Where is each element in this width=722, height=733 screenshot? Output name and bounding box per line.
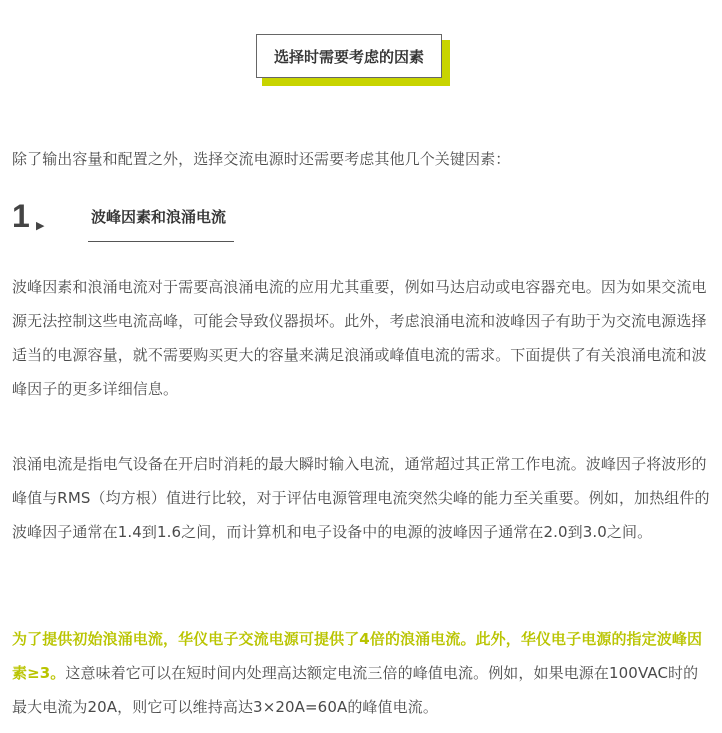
paragraph-inrush-definition: 浪涌电流是指电气设备在开启时消耗的最大瞬时输入电流，通常超过其正常工作电流。波峰因子将波形的峰值与RMS（均方根）值进行比较，对于评估电源管理电流突然尖峰的能力至关重要。例如，加热组件的波峰因子通常在1.4到1.6之间，而计算机和电子设备中的电源的波峰因子通常在2.0到3.0之间。 — [12, 455, 710, 541]
title-banner — [256, 34, 450, 86]
page-title: 选择时需要考虑的因素 — [256, 34, 442, 78]
paragraph-crest-factor-intro: 波峰因素和浪涌电流对于需要高浪涌电流的应用尤其重要，例如马达启动或电容器充电。因为如果交流电源无法控制这些电流高峰，可能会导致仪器损坏。此外，考虑浪涌电流和波峰因子有助于为交流电源选择适当的电源容量，就不需要购买更大的容量来满足浪涌或峰值电流的需求。下面提供了有关浪涌电流和波峰因子的更多详细信息。 — [12, 278, 707, 398]
paragraph-text: 这意味着它可以在短时间内处理高达额定电流三倍的峰值电流。例如，如果电源在100VAC时的最大电流为20A，则它可以维持高达3×20A=60A的峰值电流。 — [12, 664, 699, 716]
section-title: 波峰因素和浪涌电流 — [91, 208, 227, 226]
section-number: 1 — [12, 198, 30, 234]
paragraph-product-spec — [12, 622, 712, 724]
section-underline — [88, 241, 234, 242]
arrow-right-icon: ▶ — [36, 219, 45, 232]
highlight-text: 为了提供初始浪涌电流，华仪电子交流电源可提供了4倍的浪涌电流。此外，华仪电子电源的指定波峰因素≥3。 — [12, 630, 703, 682]
intro-paragraph: 除了输出容量和配置之外，选择交流电源时还需要考虑其他几个关键因素： — [12, 150, 511, 168]
